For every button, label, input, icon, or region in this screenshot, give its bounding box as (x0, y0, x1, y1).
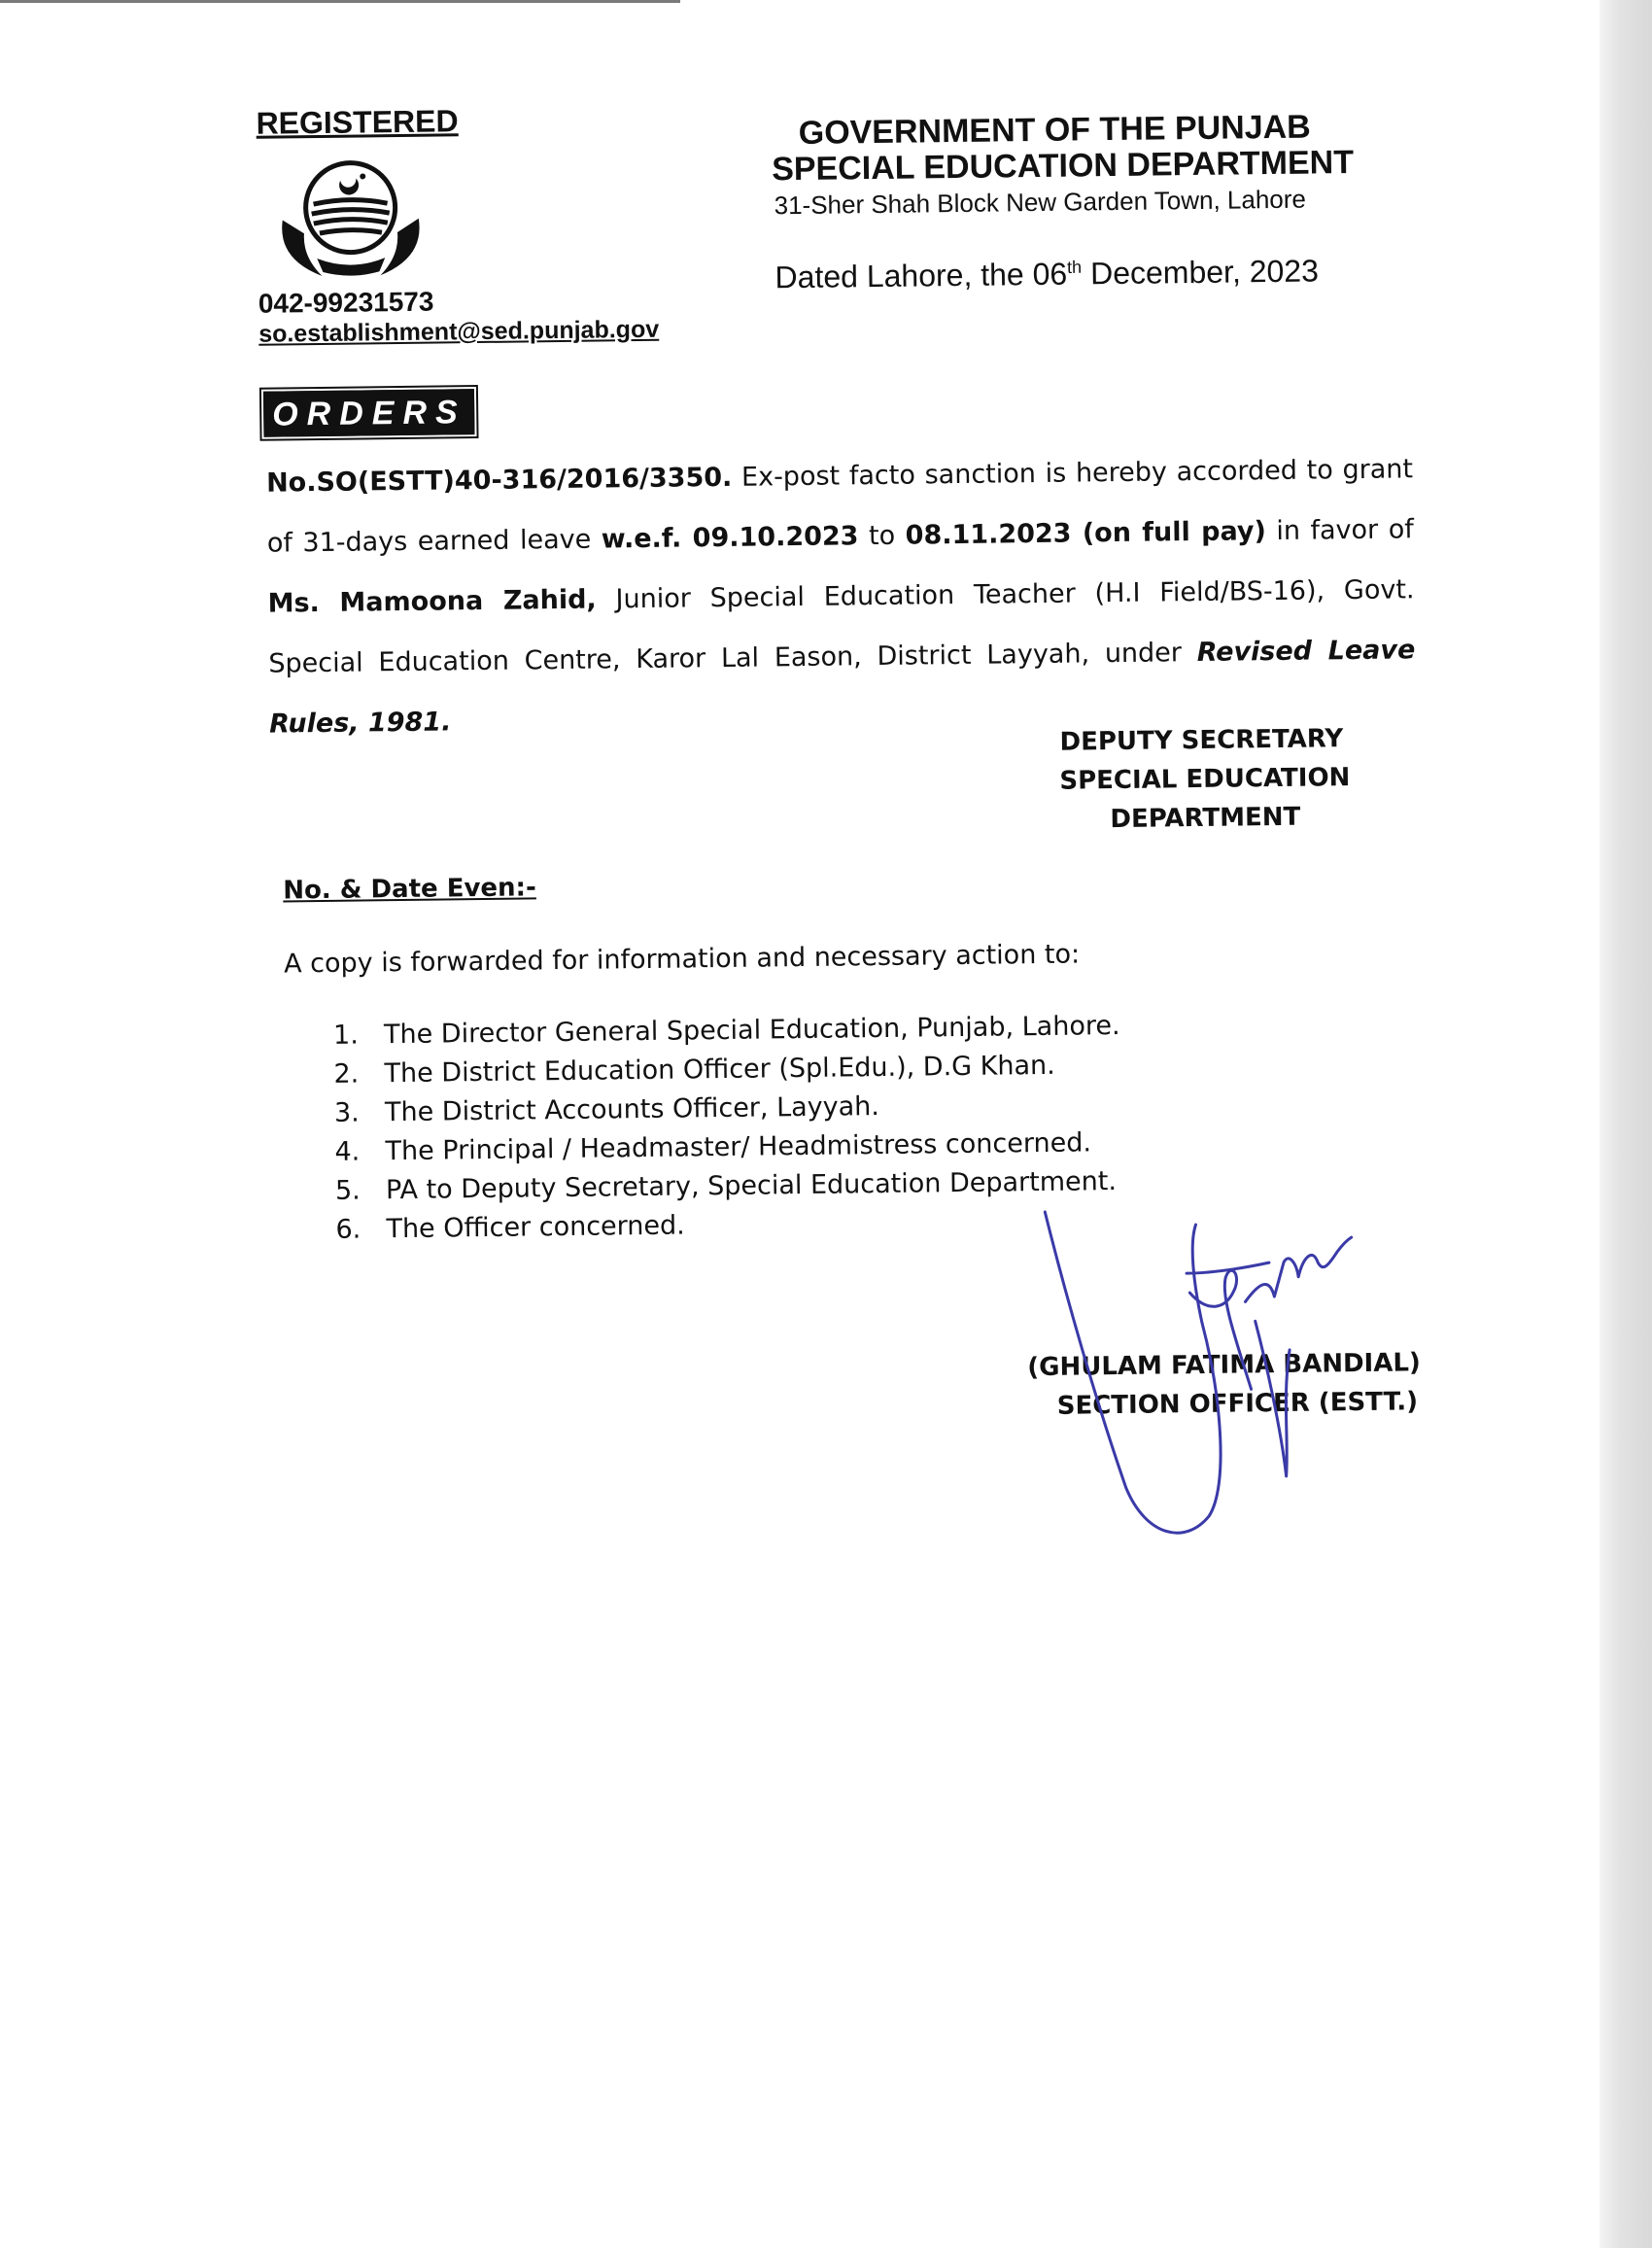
phone-number: 042-99231573 (258, 286, 434, 319)
employee-name: Ms. Mamoona Zahid, (267, 584, 597, 619)
order-text-2: in favor of (1265, 514, 1414, 547)
list-item-number: 5. (334, 1175, 361, 1206)
email-address: so.establishment@sed.punjab.gov (258, 315, 660, 348)
date-ordinal: th (1066, 257, 1083, 277)
order-text-to: to (858, 520, 906, 552)
list-item-text: PA to Deputy Secretary, Special Education Department. (385, 1166, 1118, 1206)
punjab-government-emblem-icon (262, 151, 439, 289)
list-item-number: 4. (334, 1136, 361, 1167)
list-item-text: The District Accounts Officer, Layyah. (384, 1091, 880, 1128)
order-paragraph (266, 439, 1417, 754)
signatory-name: (GHULAM FATIMA BANDIAL) (1027, 1348, 1422, 1383)
copy-forward-intro: A copy is forwarded for information and necessary action to: (283, 939, 1081, 980)
order-text-1: Ex-post facto sanction is hereby accorded to grant of 31-days earned leave (266, 454, 1414, 559)
list-item-text: The Director General Special Education, Punjab, Lahore. (383, 1010, 1120, 1051)
letter-date (774, 253, 1319, 295)
handwritten-signature-icon (1025, 1203, 1398, 1558)
leave-rules: Revised Leave Rules, 1981. (268, 635, 1416, 740)
list-item-number: 1. (332, 1020, 359, 1051)
list-item (335, 1201, 1122, 1250)
issuer-line-1: DEPUTY SECRETARY (1059, 724, 1344, 757)
list-item-number: 2. (333, 1058, 360, 1089)
date-prefix: Dated Lahore, the 06 (774, 256, 1068, 295)
list-item-text: The Officer concerned. (386, 1210, 685, 1245)
signatory-designation: SECTION OFFICER (ESTT.) (1056, 1387, 1419, 1421)
issuer-line-2: SPECIAL EDUCATION (1059, 763, 1351, 796)
list-item-text: The Principal / Headmaster/ Headmistress concerned. (385, 1127, 1092, 1167)
recipient-list (333, 1007, 1122, 1250)
list-item-number: 6. (335, 1214, 361, 1245)
orders-heading: ORDERS (263, 389, 475, 437)
date-suffix: December, 2023 (1081, 253, 1320, 292)
order-end-date: 08.11.2023 (on full pay) (905, 516, 1267, 551)
order-text-3: Junior Special Education Teacher (H.I Field/BS-16), Govt. Special Education Centre, Karor Lal Eason, District Layyah, under (268, 574, 1415, 679)
registered-label: REGISTERED (256, 103, 459, 141)
list-item-text: The District Education Officer (Spl.Edu.), D.G Khan. (384, 1050, 1055, 1089)
department-address: 31-Sher Shah Block New Garden Town, Lahore (774, 184, 1307, 221)
department-title: SPECIAL EDUCATION DEPARTMENT (771, 143, 1355, 189)
government-title: GOVERNMENT OF THE PUNJAB (798, 108, 1311, 152)
order-number: No.SO(ESTT)40-316/2016/3350. (265, 462, 733, 499)
issuer-line-3: DEPARTMENT (1110, 802, 1301, 835)
list-item-number: 3. (333, 1097, 360, 1128)
no-date-even-heading: No. & Date Even:- (283, 873, 536, 906)
order-wef-date: w.e.f. 09.10.2023 (601, 521, 859, 555)
